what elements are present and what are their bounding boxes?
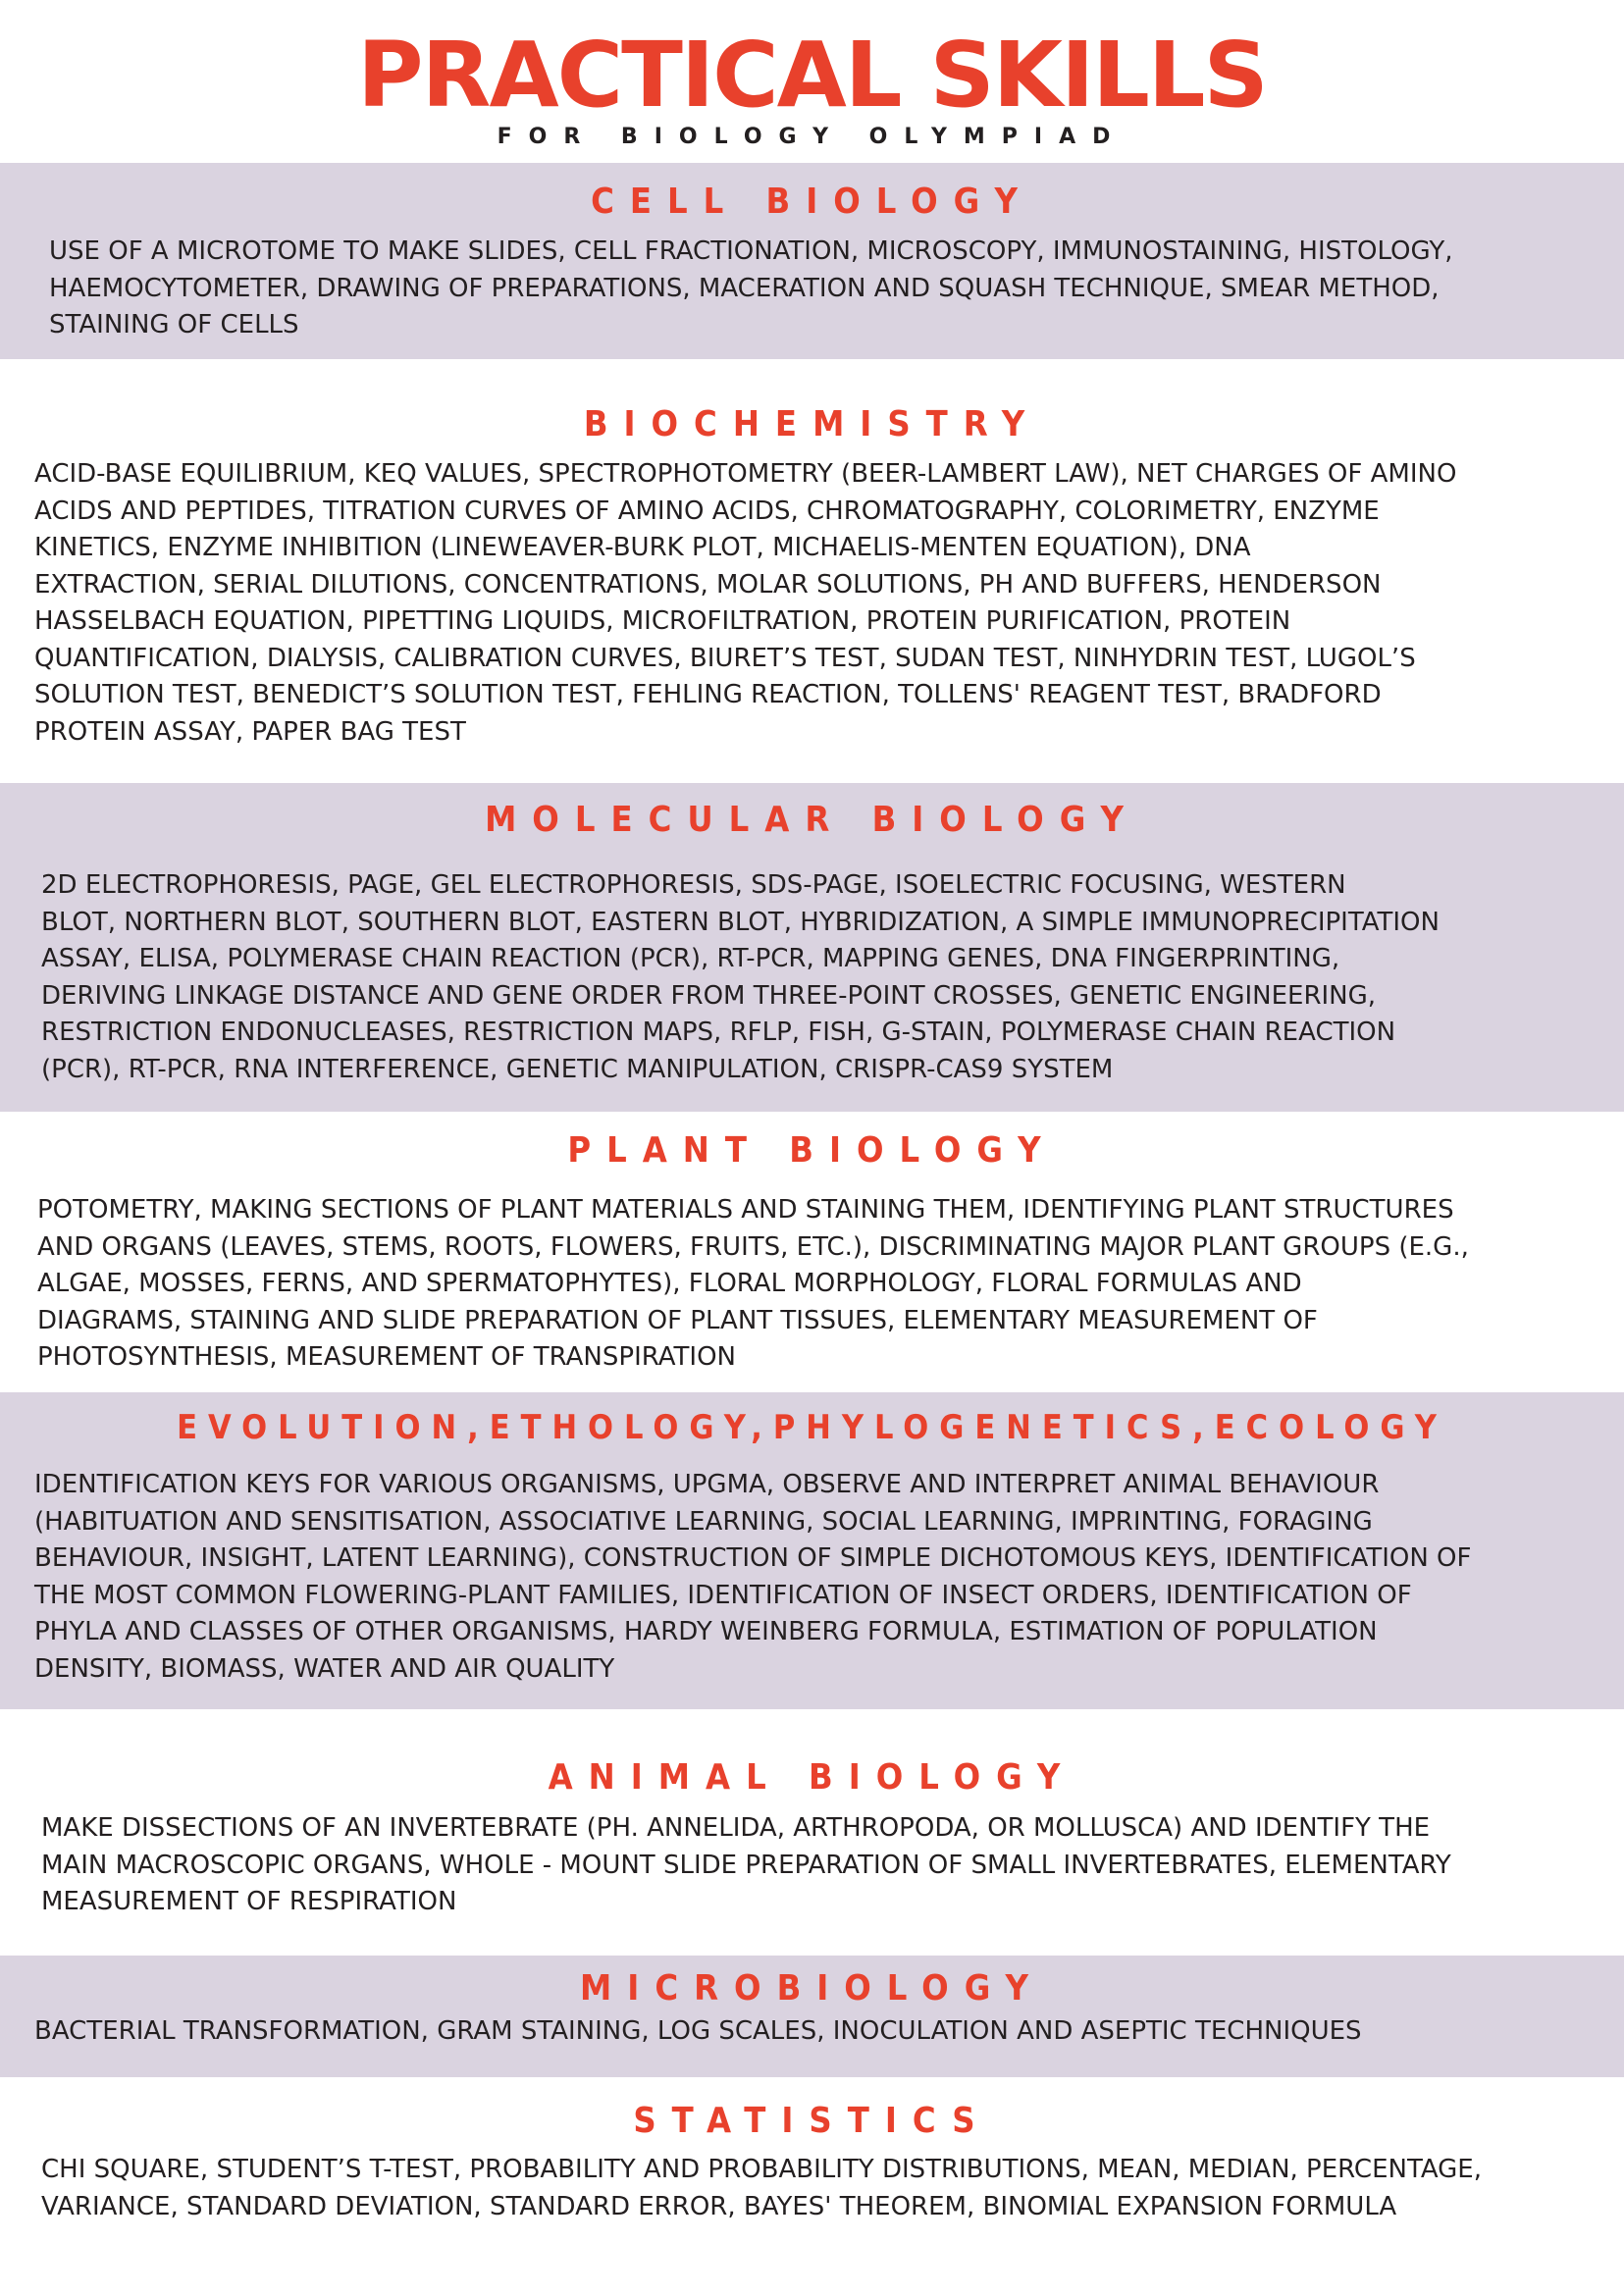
section-plant-biology (0, 1112, 1624, 1392)
section-heading: STATISTICS (633, 2101, 991, 2141)
section-text: IDENTIFICATION KEYS FOR VARIOUS ORGANISMS, UPGMA, OBSERVE AND INTERPRET ANIMAL BEHAVIOUR (HABITUATION AND SENSITISATION, ASSOCIATIVE LEARNING, SOCIAL LEARNING, IMPRINTING, FORAGING BEHAVIOUR, INSIGHT, LATENT LEARNING), CONSTRUCTION OF SIMPLE DICHOTOMOUS KEYS, IDENTIFICATION OF THE MOST COMMON FLOWERING-PLANT FAMILIES, IDENTIFICATION OF INSECT ORDERS, IDENTIFICATION OF PHYLA AND CLASSES OF OTHER ORGANISMS, HARDY WEINBERG FORMULA, ESTIMATION OF POPULATION DENSITY, BIOMASS, WATER AND AIR QUALITY (34, 1470, 1472, 1684)
section-microbiology (0, 1956, 1624, 2077)
section-heading: MICROBIOLOGY (580, 1968, 1044, 2009)
section-heading: ANIMAL BIOLOGY (548, 1757, 1076, 1798)
section-text: POTOMETRY, MAKING SECTIONS OF PLANT MATERIALS AND STAINING THEM, IDENTIFYING PLANT STRUCTURES AND ORGANS (LEAVES, STEMS, ROOTS, FLOWERS, FRUITS, ETC.), DISCRIMINATING MAJOR PLANT GROUPS (E.G., ALGAE, MOSSES, FERNS, AND SPERMATOPHYTES), FLORAL MORPHOLOGY, FLORAL FORMULAS AND DIAGRAMS, STAINING AND SLIDE PREPARATION OF PLANT TISSUES, ELEMENTARY MEASUREMENT OF PHOTOSYNTHESIS, MEASUREMENT OF TRANSPIRATION (37, 1195, 1469, 1372)
section-statistics (0, 2077, 1624, 2296)
section-text: CHI SQUARE, STUDENT’S T-TEST, PROBABILITY AND PROBABILITY DISTRIBUTIONS, MEAN, MEDIAN, PERCENTAGE, VARIANCE, STANDARD DEVIATION, STANDARD ERROR, BAYES' THEOREM, BINOMIAL EXPANSION FORMULA (41, 2155, 1482, 2221)
section-text: USE OF A MICROTOME TO MAKE SLIDES, CELL FRACTIONATION, MICROSCOPY, IMMUNOSTAINING, HISTOLOGY, HAEMOCYTOMETER, DRAWING OF PREPARATIONS, MACERATION AND SQUASH TECHNIQUE, SMEAR METHOD, STAINING OF CELLS (49, 236, 1453, 339)
section-molecular-biology (0, 783, 1624, 1112)
section-cell-biology (0, 163, 1624, 359)
section-evolution-ecology (0, 1392, 1624, 1709)
section-heading: BIOCHEMISTRY (583, 404, 1041, 444)
section-heading: EVOLUTION,ETHOLOGY,PHYLOGENETICS,ECOLOGY (177, 1408, 1447, 1447)
page-title: PRACTICAL SKILLS (357, 23, 1267, 128)
section-heading: CELL BIOLOGY (591, 182, 1033, 222)
section-text: BACTERIAL TRANSFORMATION, GRAM STAINING, LOG SCALES, INOCULATION AND ASEPTIC TECHNIQUES (34, 2016, 1362, 2046)
section-text: ACID-BASE EQUILIBRIUM, KEQ VALUES, SPECTROPHOTOMETRY (BEER-LAMBERT LAW), NET CHARGES OF AMINO ACIDS AND PEPTIDES, TITRATION CURVES OF AMINO ACIDS, CHROMATOGRAPHY, COLORIMETRY, ENZYME KINETICS, ENZYME INHIBITION (LINEWEAVER-BURK PLOT, MICHAELIS-MENTEN EQUATION), DNA EXTRACTION, SERIAL DILUTIONS, CONCENTRATIONS, MOLAR SOLUTIONS, PH AND BUFFERS, HENDERSON HASSELBACH EQUATION, PIPETTING LIQUIDS, MICROFILTRATION, PROTEIN PURIFICATION, PROTEIN QUANTIFICATION, DIALYSIS, CALIBRATION CURVES, BIURET’S TEST, SUDAN TEST, NINHYDRIN TEST, LUGOL’S SOLUTION TEST, BENEDICT’S SOLUTION TEST, FEHLING REACTION, TOLLENS' REAGENT TEST, BRADFORD PROTEIN ASSAY, PAPER BAG TEST (34, 459, 1457, 747)
section-text: MAKE DISSECTIONS OF AN INVERTEBRATE (PH. ANNELIDA, ARTHROPODA, OR MOLLUSCA) AND IDENTIFY THE MAIN MACROSCOPIC ORGANS, WHOLE - MOUNT SLIDE PREPARATION OF SMALL INVERTEBRATES, ELEMENTARY MEASUREMENT OF RESPIRATION (41, 1813, 1451, 1916)
section-text: 2D ELECTROPHORESIS, PAGE, GEL ELECTROPHORESIS, SDS-PAGE, ISOELECTRIC FOCUSING, WESTERN BLOT, NORTHERN BLOT, SOUTHERN BLOT, EASTERN BLOT, HYBRIDIZATION, A SIMPLE IMMUNOPRECIPITATION ASSAY, ELISA, POLYMERASE CHAIN REACTION (PCR), RT-PCR, MAPPING GENES, DNA FINGERPRINTING, DERIVING LINKAGE DISTANCE AND GENE ORDER FROM THREE-POINT CROSSES, GENETIC ENGINEERING, RESTRICTION ENDONUCLEASES, RESTRICTION MAPS, RFLP, FISH, G-STAIN, POLYMERASE CHAIN REACTION (PCR), RT-PCR, RNA INTERFERENCE, GENETIC MANIPULATION, CRISPR-CAS9 SYSTEM (41, 870, 1440, 1084)
section-biochemistry (0, 359, 1624, 783)
section-animal-biology (0, 1709, 1624, 1956)
section-heading: MOLECULAR BIOLOGY (485, 800, 1139, 840)
page-subtitle: FOR BIOLOGY OLYMPIAD (497, 125, 1127, 149)
section-heading: PLANT BIOLOGY (567, 1130, 1057, 1171)
